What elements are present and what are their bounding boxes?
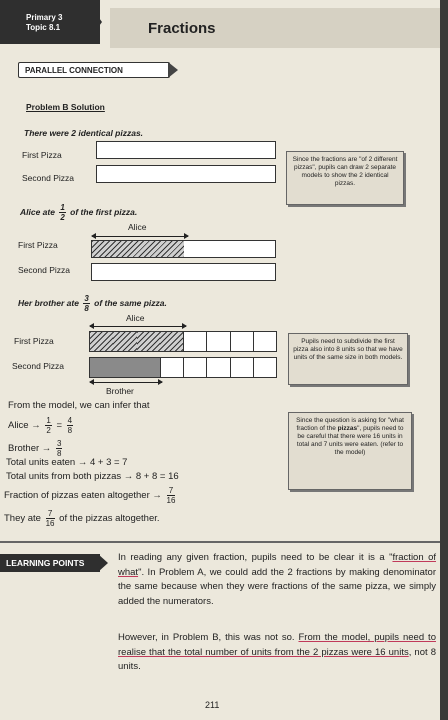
inference-alice: Alice → $\frac{1}{2}$ = $\frac{4}{8}$ (8, 416, 73, 435)
alice-label-model3: Alice (126, 313, 145, 323)
second-pizza-bar-2 (91, 263, 276, 281)
inference-total-eaten: Total units eaten → 4 + 3 = 7 (6, 457, 128, 468)
pizza-unit (253, 332, 276, 351)
topic-tab-chevron (86, 0, 102, 44)
topic-tab (0, 0, 100, 44)
inference-fraction: Fraction of pizzas eaten altogether → $\frac{7}{16}$ (4, 486, 176, 505)
pizza-unit (160, 332, 184, 351)
first-pizza-bar-half (91, 240, 276, 258)
section-label: PARALLEL CONNECTION (18, 62, 170, 78)
alice-span-arrow (92, 236, 188, 237)
pizza-unit (137, 358, 161, 377)
learning-point-1: In reading any given fraction, pupils need to be clear it is a "fraction of what". In Problem A, we could add the 2 fractions by making denominator the same because when they were fractions of the same pizza, we simply added the numerators. (118, 552, 436, 607)
first-pizza-units-bar (89, 331, 277, 352)
pizza-unit (113, 358, 137, 377)
pizza-unit (90, 358, 114, 377)
pizza-unit (183, 332, 207, 351)
grade-label: Primary 3 (26, 13, 63, 22)
second-pizza-label: Second Pizza (22, 173, 74, 183)
first-pizza-label: First Pizza (22, 150, 62, 160)
inference-intro: From the model, we can infer that (8, 400, 150, 411)
pizza-unit (137, 332, 161, 351)
second-pizza-label-3: Second Pizza (12, 361, 64, 371)
inference-answer: They ate $\frac{7}{16}$ of the pizzas altogether. (4, 509, 160, 528)
section-divider (0, 541, 440, 543)
inference-total-units: Total units from both pizzas → 8 + 8 = 16 (6, 471, 179, 482)
first-pizza-bar-empty (96, 141, 276, 159)
first-pizza-label-2: First Pizza (18, 240, 58, 250)
statement-3: Her brother ate $\frac{3}{8}$ of the same pizza. (18, 294, 167, 313)
topic-label: Topic 8.1 (26, 23, 61, 32)
inference-brother: Brother → $\frac{3}{8}$ (8, 439, 62, 458)
statement-1: There were 2 identical pizzas. (24, 128, 144, 138)
pizza-unit (113, 332, 137, 351)
statement-2: Alice ate $\frac{1}{2}$ of the first pizza. (20, 203, 138, 222)
pizza-unit (160, 358, 184, 377)
learning-points-chevron (98, 554, 108, 572)
second-pizza-label-2: Second Pizza (18, 265, 70, 275)
second-pizza-units-bar (89, 357, 277, 378)
alice-eaten-shading (92, 241, 184, 257)
learning-point-2: However, in Problem B, this was not so. From the model, pupils need to realise that the total number of units from the 2 pizzas were 16 units, not 8 units. (118, 632, 436, 672)
brother-label: Brother (106, 386, 134, 396)
learning-points-tab: LEARNING POINTS (0, 554, 100, 572)
pizza-unit (206, 358, 230, 377)
pizza-unit (206, 332, 230, 351)
section-label-chevron (168, 62, 178, 78)
pizza-unit (90, 332, 114, 351)
pizza-unit (230, 358, 254, 377)
brother-units-arrow (90, 382, 162, 383)
second-pizza-bar-empty (96, 165, 276, 183)
alice-units-arrow (90, 326, 186, 327)
note-separate-models: Since the fractions are "of 2 different pizzas", pupils can draw 2 separate models to show the 2 identical pizzas. (286, 151, 404, 205)
first-pizza-label-3: First Pizza (14, 336, 54, 346)
page-title: Fractions (148, 20, 216, 37)
alice-label-model2: Alice (128, 222, 147, 232)
pizza-unit (253, 358, 276, 377)
note-subdivide: Pupils need to subdivide the first pizza also into 8 units so that we have units of the same size in both models. (288, 333, 408, 385)
note-fraction-of-what: Since the question is asking for "what fraction of the pizzas", pupils need to be careful that there were 16 units in total and 7 units were eaten. (refer to the model) (288, 412, 412, 490)
pizza-unit (183, 358, 207, 377)
pizza-unit (230, 332, 254, 351)
page-number: 211 (205, 700, 220, 710)
problem-title: Problem B Solution (26, 102, 105, 112)
